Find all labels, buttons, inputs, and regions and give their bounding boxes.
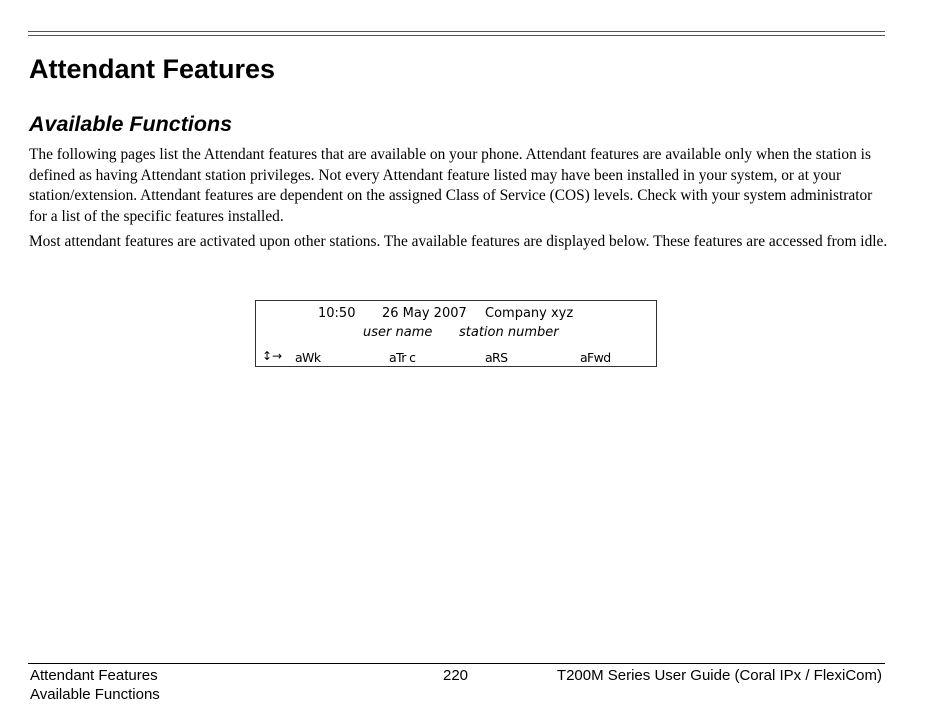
section-title: Available Functions <box>29 112 233 136</box>
features-paragraph: Most attendant features are activated upon other stations. The available features are displayed below. These features are accessed from idle. <box>29 233 888 250</box>
softkey-awk: aWk <box>295 350 321 365</box>
display-user-name: user name <box>363 325 433 340</box>
page-title: Attendant Features <box>29 54 276 84</box>
intro-paragraph: The following pages list the Attendant features that are available on your phone. Attendant features are available only when the station is defined as having Attendant station privileges. Not every Attendant feature listed may have been installed in your system, or at your station/extension. Attendant features are dependent on the assigned Class of Service (COS) levels. Check with your system administrator for a list of the specific features installed. <box>29 146 873 225</box>
footer-section: Available Functions <box>30 686 160 703</box>
softkey-atrc: aTr c <box>389 350 416 365</box>
softkey-afwd: aFwd <box>580 350 611 365</box>
display-station-number: station number <box>459 325 559 340</box>
display-date: 26 May 2007 <box>382 306 467 321</box>
footer-rule <box>28 663 885 664</box>
footer-guide-title: T200M Series User Guide (Coral IPx / FlexiCom) <box>556 667 882 684</box>
display-company: Company xyz <box>485 306 574 321</box>
softkey-ars: aRS <box>485 350 508 365</box>
phone-display <box>255 300 657 367</box>
header-rule-upper <box>28 31 885 32</box>
footer-page-number: 220 <box>443 667 469 684</box>
display-time: 10:50 <box>318 306 356 321</box>
footer-chapter: Attendant Features <box>30 667 158 684</box>
scroll-arrows-icon: ↕→ <box>262 349 283 363</box>
header-rule-lower <box>28 35 885 36</box>
